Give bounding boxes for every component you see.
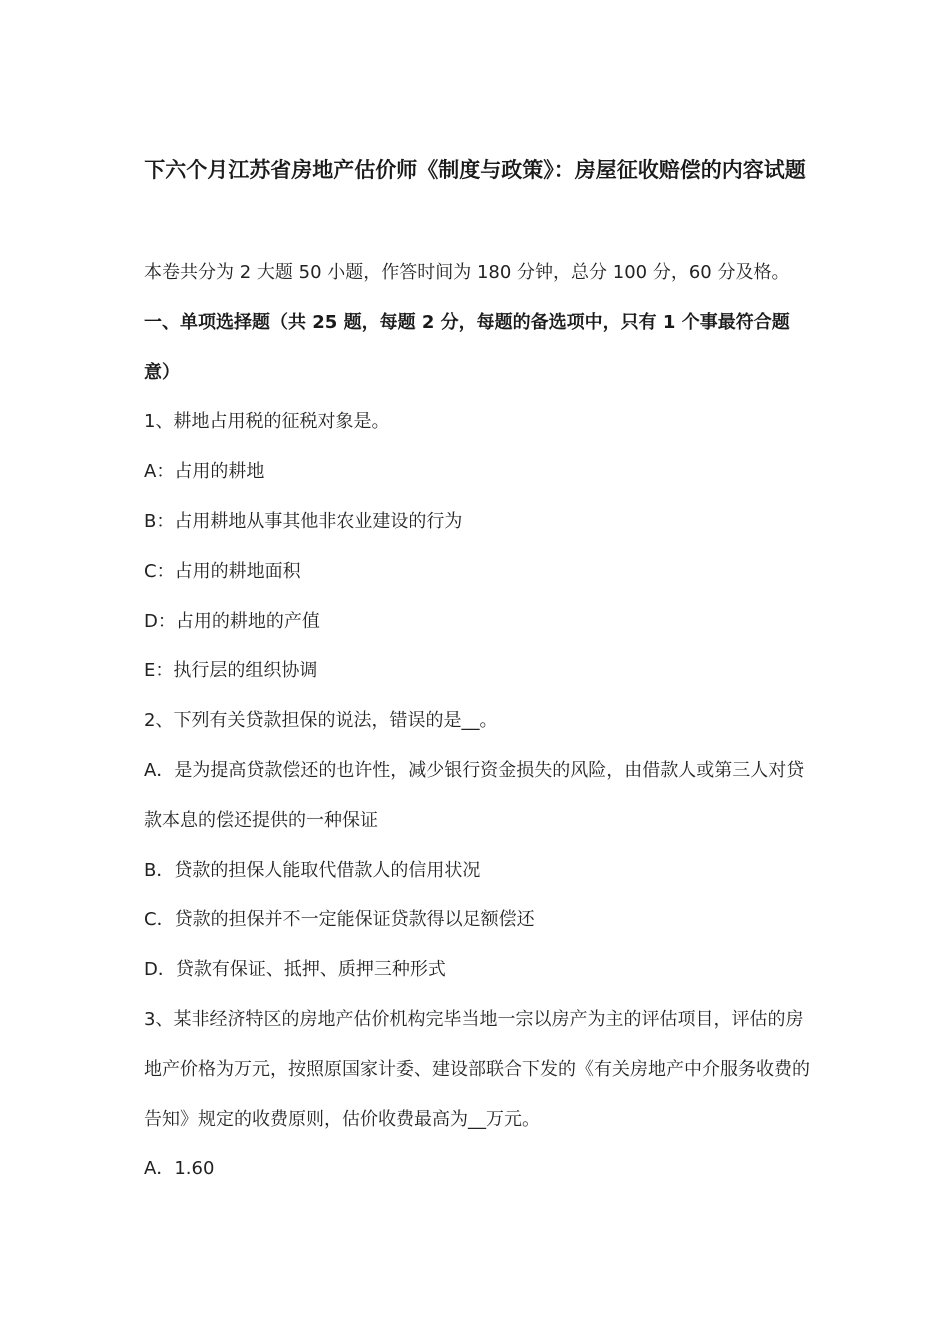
answer-option: B．贷款的担保人能取代借款人的信用状况 [144, 859, 481, 881]
answer-option: D：占用的耕地的产值 [144, 610, 320, 632]
answer-option: D．贷款有保证、抵押、质押三种形式 [144, 959, 446, 981]
section-heading: 一、单项选择题（共 25 题，每题 2 分，每题的备选项中，只有 1 个事最符合题意） [144, 311, 790, 383]
question-stem: 2、下列有关贷款担保的说法，错误的是__。 [144, 710, 498, 732]
answer-option: C：占用的耕地面积 [144, 560, 301, 582]
question-stem: 1、耕地占用税的征税对象是。 [144, 411, 390, 433]
document-body [144, 248, 812, 1194]
answer-option: A：占用的耕地 [144, 461, 265, 483]
answer-option: E：执行层的组织协调 [144, 660, 318, 682]
document-title: 下六个月江苏省房地产估价师《制度与政策》：房屋征收赔偿的内容试题 [144, 158, 806, 182]
answer-option: C．贷款的担保并不一定能保证贷款得以足额偿还 [144, 909, 535, 931]
answer-option: B：占用耕地从事其他非农业建设的行为 [144, 510, 463, 532]
answer-option: A．是为提高贷款偿还的也许性，减少银行资金损失的风险，由借款人或第三人对贷款本息的偿还提供的一种保证 [144, 759, 805, 831]
answer-option: A．1.60 [144, 1158, 215, 1180]
exam-intro: 本卷共分为 2 大题 50 小题，作答时间为 180 分钟，总分 100 分，60 分及格。 [144, 262, 790, 283]
question-stem: 3、某非经济特区的房地产估价机构完毕当地一宗以房产为主的评估项目，评估的房地产价格为万元，按照原国家计委、建设部联合下发的《有关房地产中介服务收费的告知》规定的收费原则，估价收费最高为__万元。 [144, 1008, 810, 1130]
